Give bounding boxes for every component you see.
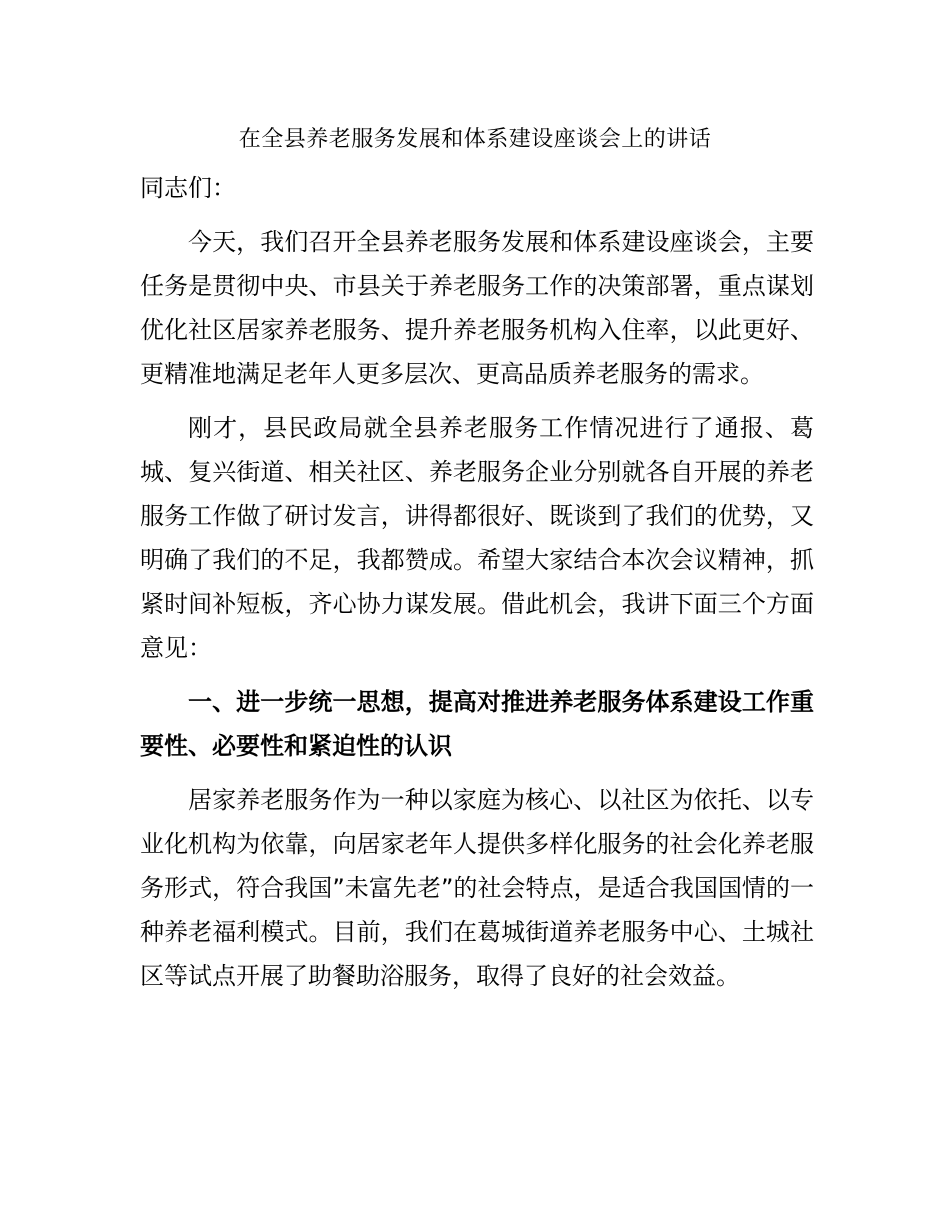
paragraph-home-care: 居家养老服务作为一种以家庭为核心、以社区为依托、以专业化机构为依靠，向居家老年人提供多样化服务的社会化养老服务形式，符合我国”未富先老”的社会特点，是适合我国国情的一种养老福利模式。目前，我们在葛城街道养老服务中心、土城社区等试点开展了助餐助浴服务，取得了良好的社会效益。 bbox=[140, 786, 814, 990]
paragraph-opening: 今天，我们召开全县养老服务发展和体系建设座谈会，主要任务是贯彻中央、市县关于养老服务工作的决策部署，重点谋划优化社区居家养老服务、提升养老服务机构入住率，以此更好、更精准地满足老年人更多层次、更高品质养老服务的需求。 bbox=[140, 228, 814, 388]
salutation: 同志们： bbox=[140, 174, 236, 202]
section-heading-1: 一、进一步统一思想，提高对推进养老服务体系建设工作重要性、必要性和紧迫性的认识 bbox=[140, 688, 814, 760]
paragraph-review: 刚才，县民政局就全县养老服务工作情况进行了通报、葛城、复兴街道、相关社区、养老服务企业分别就各自开展的养老服务工作做了研讨发言，讲得都很好、既谈到了我们的优势，又明确了我们的不足，我都赞成。希望大家结合本次会议精神，抓紧时间补短板，齐心协力谋发展。借此机会，我讲下面三个方面意见： bbox=[140, 414, 814, 662]
document-body bbox=[140, 166, 814, 1008]
document-title: 在全县养老服务发展和体系建设座谈会上的讲话 bbox=[238, 127, 712, 152]
